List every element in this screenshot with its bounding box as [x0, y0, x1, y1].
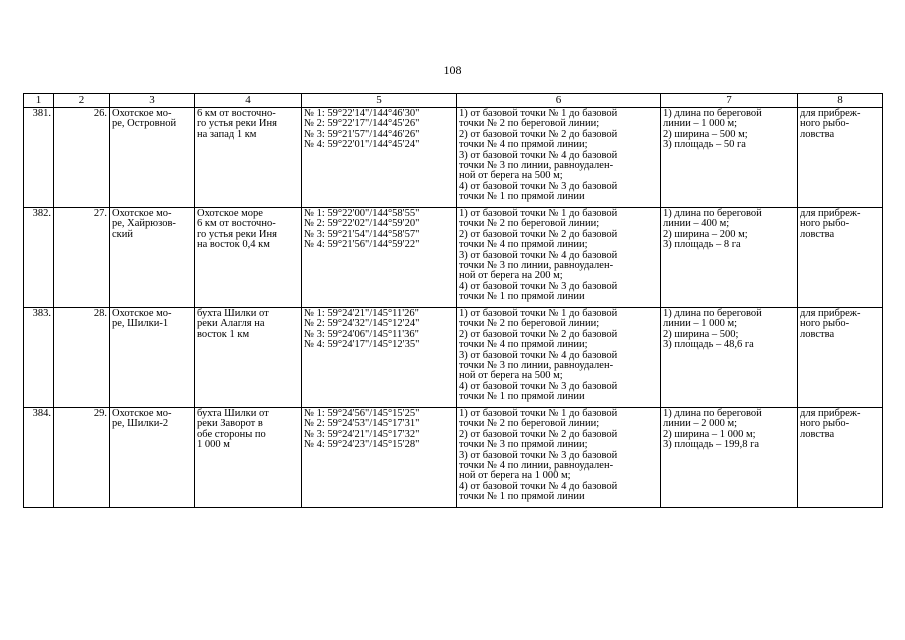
area-dimensions: 1) длина по береговой линии – 1 000 м; 2) ширина – 500 м; 3) площадь – 50 га: [661, 108, 798, 208]
area-location: 6 км от восточно- го устья реки Иня на запад 1 км: [195, 108, 302, 208]
coordinate-line: № 4: 59°21'56"/144°59'22": [304, 239, 420, 251]
header-cell: 1: [24, 94, 54, 108]
coordinate-line: № 3: 59°24'06"/145°11'36": [304, 328, 419, 340]
header-cell: 7: [661, 94, 798, 108]
area-dimensions: 1) длина по береговой линии – 1 000 м; 2) ширина – 500; 3) площадь – 48,6 га: [661, 308, 798, 408]
coordinate-line: № 4: 59°24'17"/145°12'35": [304, 339, 420, 351]
area-name: Охотское мо- ре, Островной: [110, 108, 195, 208]
header-cell: 5: [302, 94, 457, 108]
coordinate-line: № 1: 59°22'00"/144°58'55": [304, 208, 420, 219]
row-subnumber: 27.: [54, 208, 110, 308]
header-row: [24, 94, 883, 108]
coordinate-line: № 2: 59°24'32"/145°12'24": [304, 318, 420, 330]
row-subnumber: 29.: [54, 408, 110, 508]
area-purpose: для прибреж- ного рыбо- ловства: [798, 208, 883, 308]
coordinate-line: № 1: 59°24'21"/145°11'26": [304, 308, 419, 319]
coordinate-line: № 1: 59°22'14"/144°46'30": [304, 108, 420, 119]
coordinate-line: № 2: 59°24'53"/145°17'31": [304, 418, 420, 430]
coordinate-line: № 4: 59°22'01"/144°45'24": [304, 139, 420, 151]
area-purpose: для прибреж- ного рыбо- ловства: [798, 408, 883, 508]
coordinate-line: № 2: 59°22'02"/144°59'20": [304, 218, 420, 230]
header-cell: 4: [195, 94, 302, 108]
area-purpose: для прибреж- ного рыбо- ловства: [798, 308, 883, 408]
row-number: 384.: [24, 408, 54, 508]
table-row: [24, 108, 883, 208]
area-purpose: для прибреж- ного рыбо- ловства: [798, 108, 883, 208]
area-name: Охотское мо- ре, Хайрюзов- ский: [110, 208, 195, 308]
table-row: [24, 208, 883, 308]
area-location: Охотское море 6 км от восточно- го устья реки Иня на восток 0,4 км: [195, 208, 302, 308]
header-cell: 3: [110, 94, 195, 108]
area-name: Охотское мо- ре, Шилки-1: [110, 308, 195, 408]
header-cell: 2: [54, 94, 110, 108]
area-coordinates: [302, 208, 457, 308]
area-dimensions: 1) длина по береговой линии – 2 000 м; 2) ширина – 1 000 м; 3) площадь – 199,8 га: [661, 408, 798, 508]
area-boundaries: 1) от базовой точки № 1 до базовой точки № 2 по береговой линии; 2) от базовой точки № 2 до базовой точки № 3 по прямой линии; 3) от базовой точки № 3 до базовой точки № 4 по линии, равноудален- ной от берега на 1 000 м; 4) от базовой точки № 4 до базовой точки № 1 по прямой линии: [457, 408, 661, 508]
coordinate-line: № 3: 59°21'57"/144°46'26": [304, 128, 420, 140]
row-number: 381.: [24, 108, 54, 208]
fishing-areas-table: [23, 93, 883, 508]
area-location: бухта Шилки от реки Заворот в обе стороны по 1 000 м: [195, 408, 302, 508]
coordinate-line: № 4: 59°24'23"/145°15'28": [304, 439, 420, 451]
row-number: 382.: [24, 208, 54, 308]
table-row: [24, 308, 883, 408]
coordinate-line: № 3: 59°24'21"/145°17'32": [304, 428, 420, 440]
coordinate-line: № 3: 59°21'54"/144°58'57": [304, 228, 420, 240]
coordinate-line: № 2: 59°22'17"/144°45'26": [304, 118, 420, 130]
area-boundaries: 1) от базовой точки № 1 до базовой точки № 2 по береговой линии; 2) от базовой точки № 2 до базовой точки № 4 по прямой линии; 3) от базовой точки № 4 до базовой точки № 3 по линии, равноудален- ной от берега на 500 м; 4) от базовой точки № 3 до базовой точки № 1 по прямой линии: [457, 108, 661, 208]
area-coordinates: [302, 408, 457, 508]
row-subnumber: 28.: [54, 308, 110, 408]
header-cell: 6: [457, 94, 661, 108]
area-name: Охотское мо- ре, Шилки-2: [110, 408, 195, 508]
page-number: 108: [443, 63, 462, 77]
area-location: бухта Шилки от реки Алагля на восток 1 км: [195, 308, 302, 408]
header-cell: 8: [798, 94, 883, 108]
row-subnumber: 26.: [54, 108, 110, 208]
area-coordinates: [302, 308, 457, 408]
area-dimensions: 1) длина по береговой линии – 400 м; 2) ширина – 200 м; 3) площадь – 8 га: [661, 208, 798, 308]
row-number: 383.: [24, 308, 54, 408]
area-coordinates: [302, 108, 457, 208]
table-row: [24, 408, 883, 508]
area-boundaries: 1) от базовой точки № 1 до базовой точки № 2 по береговой линии; 2) от базовой точки № 2 до базовой точки № 4 по прямой линии; 3) от базовой точки № 4 до базовой точки № 3 по линии, равноудален- ной от берега на 200 м; 4) от базовой точки № 3 до базовой точки № 1 по прямой линии: [457, 208, 661, 308]
coordinate-line: № 1: 59°24'56"/145°15'25": [304, 408, 420, 419]
area-boundaries: 1) от базовой точки № 1 до базовой точки № 2 по береговой линии; 2) от базовой точки № 2 до базовой точки № 4 по прямой линии; 3) от базовой точки № 4 до базовой точки № 3 по линии, равноудален- ной от берега на 500 м; 4) от базовой точки № 3 до базовой точки № 1 по прямой линии: [457, 308, 661, 408]
